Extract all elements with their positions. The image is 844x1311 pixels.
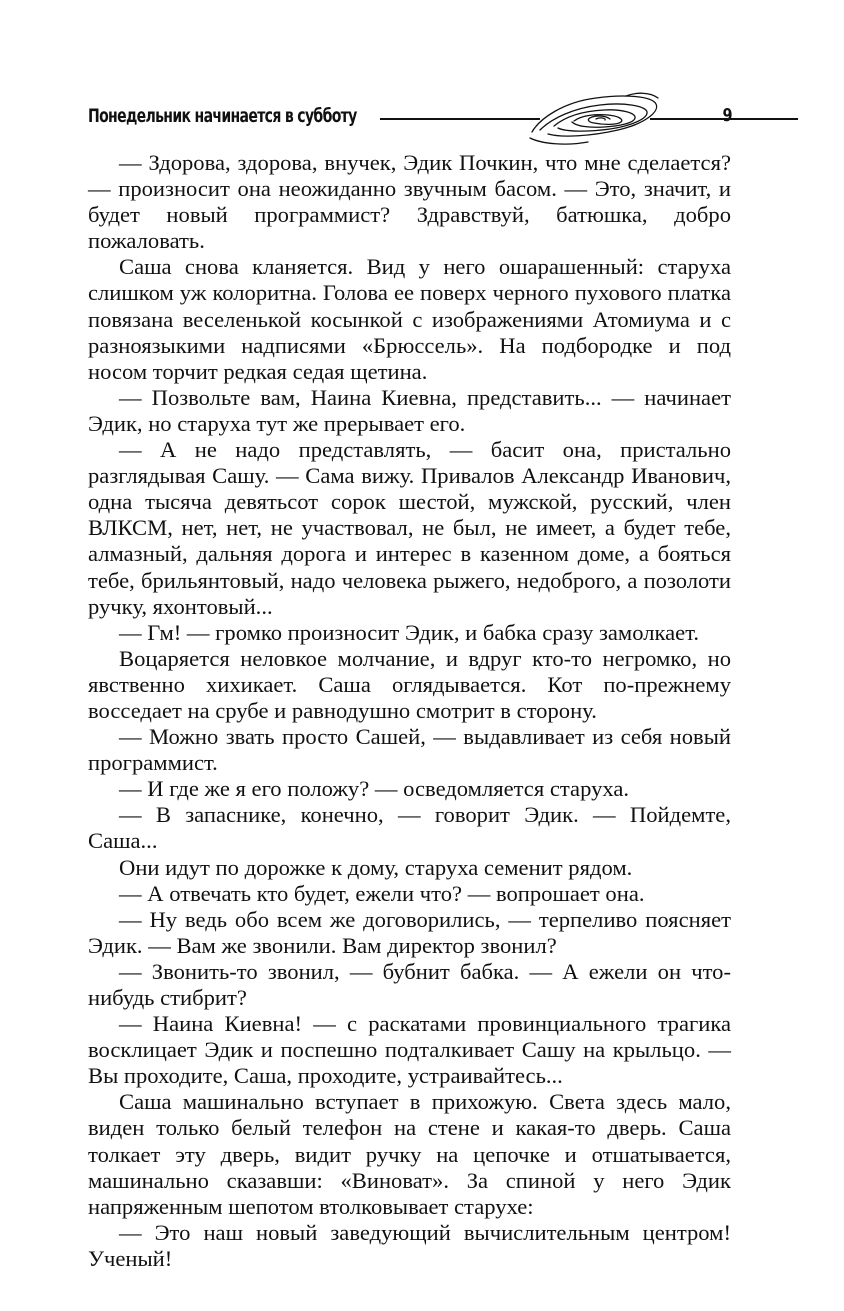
paragraph: — Это наш новый заведующий вычислительным центром! Ученый!	[88, 1219, 731, 1271]
paragraph: Саша машинально вступает в прихожую. Света здесь мало, виден только белый телефон на стене и какая-то дверь. Саша толкает эту дверь, видит ручку на цепочке и отшатывается, машинально сказавши: «Виноват». За спиной у него Эдик напряженным шепотом втолковывает старухе:	[88, 1089, 731, 1219]
paragraph: — Здорова, здорова, внучек, Эдик Почкин, что мне сделается? — произносит она неожиданно звучным басом. — Это, значит, и будет новый программист? Здравствуй, батюшка, добро пожаловать.	[88, 150, 731, 254]
paragraph: — Звонить-то звонил, — бубнит бабка. — А ежели он что-нибудь стибрит?	[88, 958, 731, 1010]
paragraph: Воцаряется неловкое молчание, и вдруг кто-то негромко, но явственно хихикает. Саша оглядывается. Кот по-прежнему восседает на срубе и равнодушно смотрит в сторону.	[88, 645, 731, 723]
paragraph: Они идут по дорожке к дому, старуха семенит рядом.	[119, 854, 633, 880]
running-header	[88, 88, 733, 150]
page-number: 9	[722, 105, 733, 126]
main-text	[88, 150, 731, 1272]
header-rule-left	[380, 118, 540, 120]
paragraph: — Наина Киевна! — с раскатами провинциального трагика восклицает Эдик и поспешно подталкивает Сашу на крыльцо. — Вы проходите, Саша, проходите, устраивайтесь...	[88, 1011, 731, 1089]
spiral-galaxy-icon	[526, 88, 662, 150]
paragraph: — А отвечать кто будет, ежели что? — вопрошает она.	[119, 880, 645, 906]
paragraph: — А не надо представлять, — басит она, пристально разглядывая Сашу. — Сама вижу. Привалов Александр Иванович, одна тысяча девятьсот сорок шестой, мужской, русский, член ВЛКСМ, нет, нет, не участвовал, не был, не имеет, а будет тебе, алмазный, дальняя дорога и интерес в казенном доме, а бояться тебе, брильянтовый, надо человека рыжего, недоброго, а позолоти ручку, яхонтовый...	[88, 437, 731, 619]
running-title: Понедельник начинается в субботу	[88, 106, 357, 127]
paragraph: — Позвольте вам, Наина Киевна, представить... — начинает Эдик, но старуха тут же прерывает его.	[88, 384, 731, 436]
paragraph: — Можно звать просто Сашей, — выдавливает из себя новый программист.	[88, 724, 731, 776]
paragraph: — Ну ведь обо всем же договорились, — терпеливо поясняет Эдик. — Вам же звонили. Вам директор звонил?	[88, 906, 731, 958]
paragraph: — И где же я его положу? — осведомляется старуха.	[119, 776, 630, 802]
paragraph: — В запаснике, конечно, — говорит Эдик. — Пойдемте, Саша...	[88, 802, 731, 854]
paragraph: — Гм! — громко произносит Эдик, и бабка сразу замолкает.	[119, 619, 700, 645]
paragraph: Саша снова кланяется. Вид у него ошарашенный: старуха слишком уж колоритна. Голова ее поверх черного пухового платка повязана веселенькой косынкой с изображениями Атомиума и с разноязыкими надписями «Брюссель». На подбородке и под носом торчит редкая седая щетина.	[88, 254, 731, 384]
